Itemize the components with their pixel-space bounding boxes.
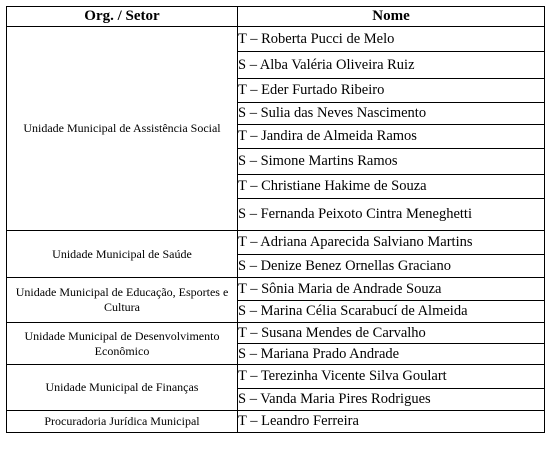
- org-cell: Unidade Municipal de Desenvolvimento Econômico: [7, 323, 238, 365]
- member-name-cell: T – Leandro Ferreira: [238, 411, 545, 433]
- member-name-cell: S – Sulia das Neves Nascimento: [238, 103, 545, 125]
- member-name-cell: S – Vanda Maria Pires Rodrigues: [238, 389, 545, 411]
- org-cell: Procuradoria Jurídica Municipal: [7, 411, 238, 433]
- member-name-cell: T – Susana Mendes de Carvalho: [238, 323, 545, 344]
- member-name-cell: S – Simone Martins Ramos: [238, 149, 545, 175]
- org-cell: Unidade Municipal de Educação, Esportes e Cultura: [7, 278, 238, 323]
- org-cell: Unidade Municipal de Assistência Social: [7, 27, 238, 231]
- table-row: [7, 323, 545, 344]
- member-name-cell: T – Christiane Hakime de Souza: [238, 175, 545, 199]
- org-cell: Unidade Municipal de Finanças: [7, 365, 238, 411]
- table-row: [7, 365, 545, 389]
- header-row: [7, 7, 545, 27]
- member-name-cell: S – Alba Valéria Oliveira Ruiz: [238, 52, 545, 79]
- member-name-cell: T – Eder Furtado Ribeiro: [238, 79, 545, 103]
- members-table: [6, 6, 545, 433]
- member-name-cell: S – Denize Benez Ornellas Graciano: [238, 255, 545, 278]
- table-row: [7, 278, 545, 301]
- member-name-cell: S – Mariana Prado Andrade: [238, 344, 545, 365]
- member-name-cell: T – Roberta Pucci de Melo: [238, 27, 545, 52]
- member-name-cell: T – Terezinha Vicente Silva Goulart: [238, 365, 545, 389]
- header-name: Nome: [238, 7, 545, 27]
- table-row: [7, 411, 545, 433]
- header-org: Org. / Setor: [7, 7, 238, 27]
- table-row: [7, 231, 545, 255]
- member-name-cell: S – Fernanda Peixoto Cintra Meneghetti: [238, 199, 545, 231]
- member-name-cell: T – Adriana Aparecida Salviano Martins: [238, 231, 545, 255]
- member-name-cell: T – Jandira de Almeida Ramos: [238, 125, 545, 149]
- table-row: [7, 27, 545, 52]
- member-name-cell: S – Marina Célia Scarabucí de Almeida: [238, 301, 545, 323]
- org-cell: Unidade Municipal de Saúde: [7, 231, 238, 278]
- member-name-cell: T – Sônia Maria de Andrade Souza: [238, 278, 545, 301]
